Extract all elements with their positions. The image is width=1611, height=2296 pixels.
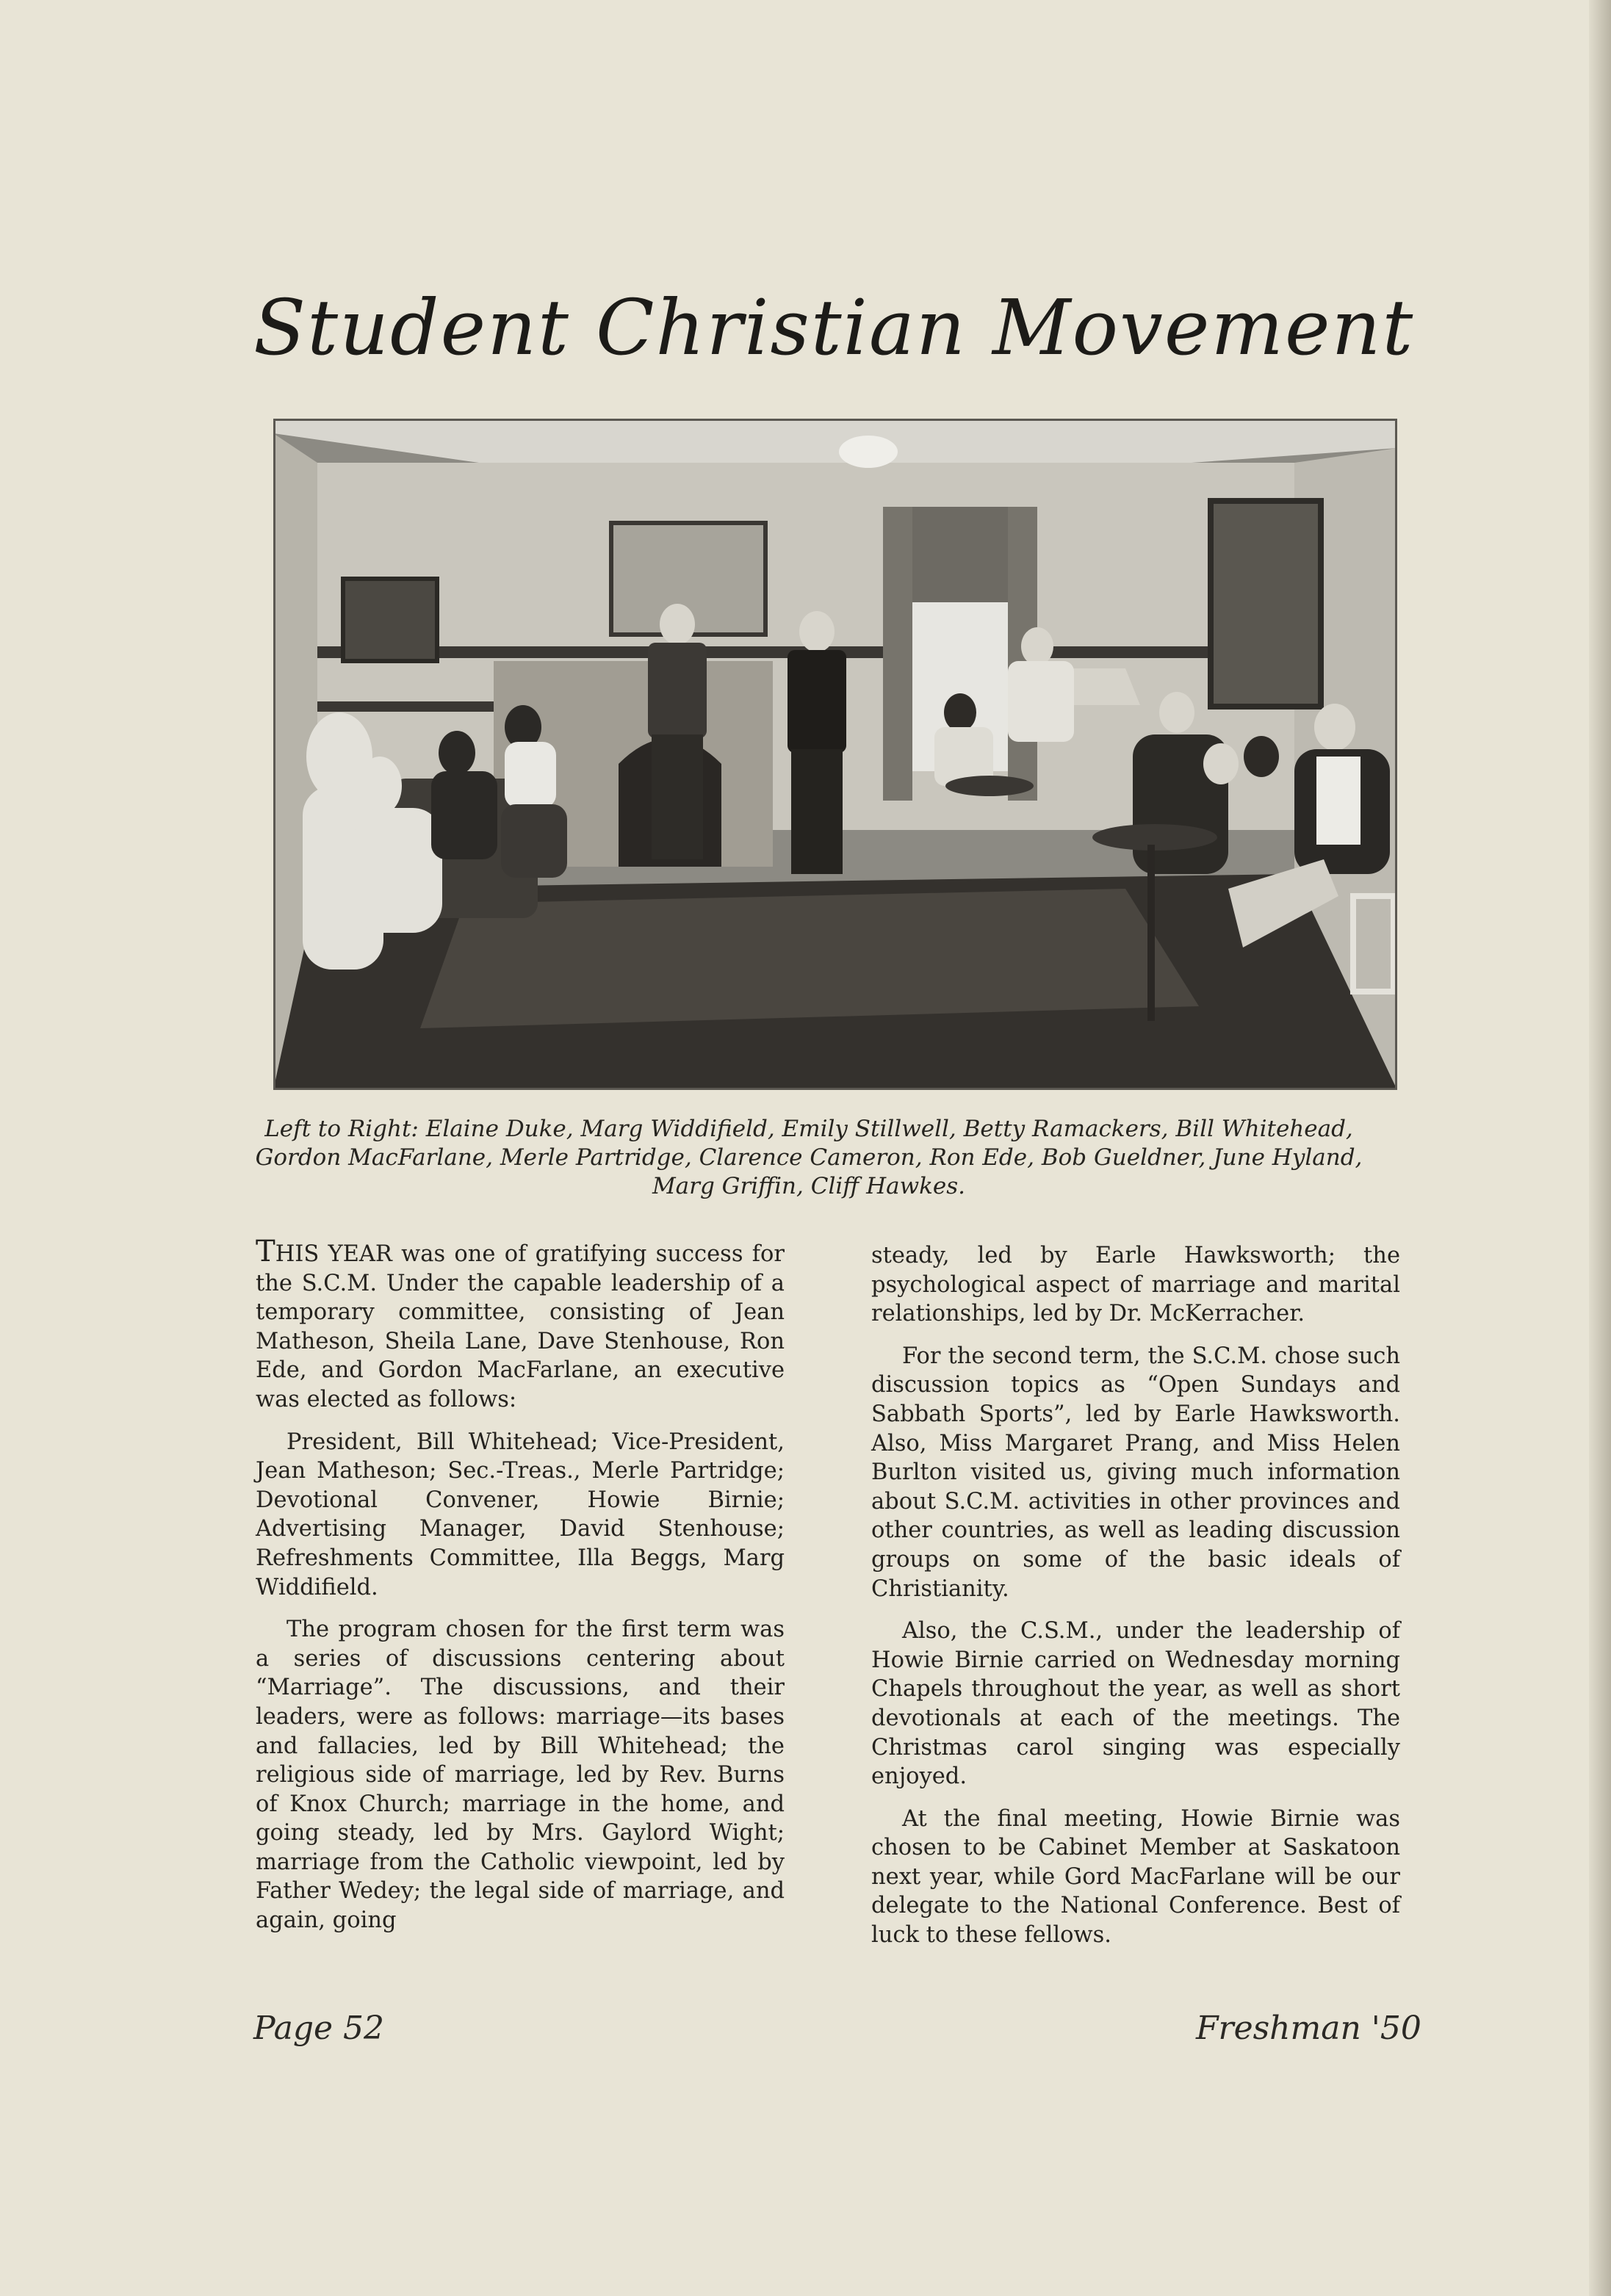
page-number: Page 52: [253, 2010, 385, 2047]
article-paragraph-6: At the final meeting, Howie Birnie was chosen to be Cabinet Member at Saskatoon next year, while Gord MacFarlane will be our delegate to the National Conference. Best of luck to these fellows.: [871, 1805, 1400, 1949]
page-edge-shadow: [1589, 0, 1611, 2296]
article-paragraph-1: [256, 1235, 785, 1415]
article-paragraph-3-continued: steady, led by Earle Hawksworth; the psychological aspect of marriage and marital relationships, led by Dr. McKerracher.: [871, 1243, 1400, 1327]
photo-caption: Left to Right: Elaine Duke, Marg Widdifield, Emily Stillwell, Betty Ramackers, Bill Whitehead, Gordon MacFarlane, Merle Partridge, Clarence Cameron, Ron Ede, Bob Gueldner, June Hyland, Marg Griffin, Cliff Hawkes.: [255, 1116, 1363, 1199]
article-column-right: [871, 1241, 1400, 1963]
drop-cap: T: [256, 1235, 275, 1268]
article-paragraph-2: President, Bill Whitehead; Vice-President, Jean Matheson; Sec.-Treas., Merle Partridge; Devotional Convener, Howie Birnie; Advertising Manager, David Stenhouse; Refreshments Committee, Illa Beggs, Marg Widdifield.: [256, 1429, 785, 1600]
article-paragraph-5: Also, the C.S.M., under the leadership of Howie Birnie carried on Wednesday morning Chapels throughout the year, as well as short devotionals at each of the meetings. The Christmas carol singing was especially enjoyed.: [871, 1618, 1400, 1790]
article-column-left: [256, 1235, 785, 1949]
group-photo: [273, 419, 1397, 1090]
page-title: Student Christian Movement: [253, 283, 1415, 372]
paragraph-1-text: HIS YEAR was one of gratifying success for the S.C.M. Under the capable leadership of a temporary committee, consisting of Jean Matheson, Sheila Lane, Dave Stenhouse, Ron Ede, and Gordon MacFarlane, an executive was elected as follows:: [256, 1241, 785, 1412]
article-paragraph-4: For the second term, the S.C.M. chose such discussion topics as “Open Sundays and Sabbath Sports”, led by Earle Hawksworth. Also, Miss Margaret Prang, and Miss Helen Burlton visited us, giving much information about S.C.M. activities in other provinces and other countries, as well as leading discussion groups on some of the basic ideals of Christianity.: [871, 1343, 1400, 1602]
article-paragraph-3: The program chosen for the first term was a series of discussions centering about “Marriage”. The discussions, and their leaders, were as follows: marriage—its bases and fallacies, led by Bill Whitehead; the religious side of marriage, led by Rev. Burns of Knox Church; marriage in the home, and going steady, led by Mrs. Gaylord Wight; marriage from the Catholic viewpoint, led by Father Wedey; the legal side of marriage, and again, going: [256, 1617, 785, 1934]
publication-name: Freshman '50: [1196, 2010, 1421, 2047]
